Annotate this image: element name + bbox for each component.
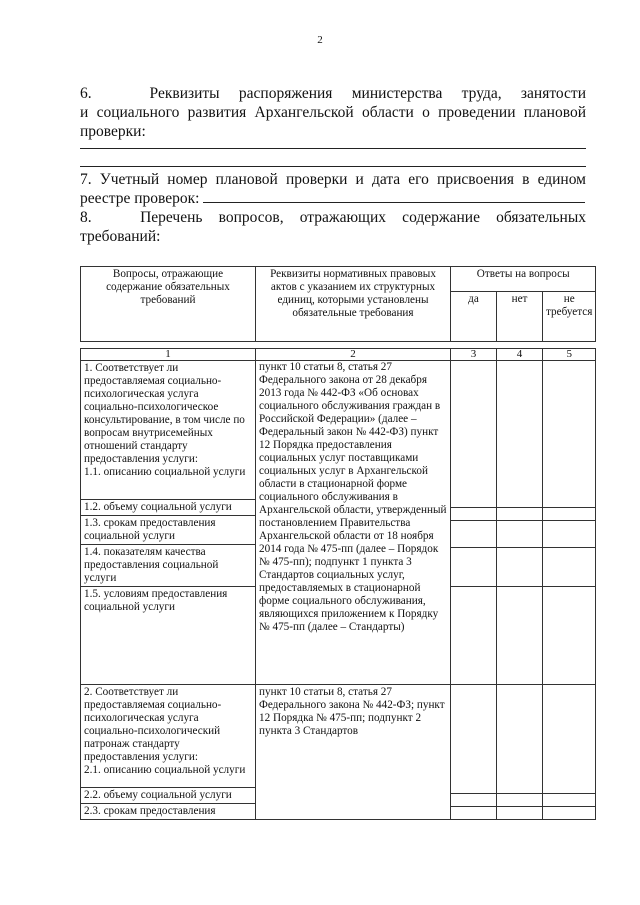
question-1-4: 1.4. показателям качества предоставления социальной услуги: [81, 545, 256, 587]
question-row-2: [81, 685, 596, 788]
question-2-1: 2.1. описанию социальной услуги: [84, 764, 246, 776]
section-8-line-1: 8. Перечень вопросов, отражающих содержание обязательных: [80, 209, 586, 226]
col-num-1: 1: [81, 349, 256, 361]
header-not-required: не требуется: [543, 292, 596, 342]
question-2-legal-refs: пункт 10 статьи 8, статья 27 Федерального закона № 442-ФЗ; пункт 12 Порядка № 475-пп; подпункт 2 пункта 3 Стандартов: [256, 685, 451, 820]
col-num-4: 4: [497, 349, 543, 361]
fill-line-7: [203, 190, 585, 203]
answer-2-no[interactable]: [497, 685, 543, 820]
answer-2-yes[interactable]: [451, 685, 497, 820]
section-8: [80, 208, 586, 246]
question-2-3: 2.3. срокам предоставления: [81, 804, 256, 820]
answer-1-not-required[interactable]: [543, 361, 596, 685]
section-6: [80, 84, 586, 141]
column-number-row: [81, 349, 596, 361]
question-1-main: 1. Соответствует ли предоставляемая социально-психологическая услуга социально-психологическое консультирование, в том числе по вопросам внутрисемейных отношений стандарту предоставления услуги: 1.1. описанию социальной услуги: [81, 361, 256, 500]
question-2-main: 2. Соответствует ли предоставляемая социально-психологическая услуга социально-психологический патронаж стандарту предоставления услуги: 2.1. описанию социальной услуги: [81, 685, 256, 788]
section-7: [80, 170, 586, 208]
fill-line-6a: [80, 148, 586, 149]
col-num-5: 5: [543, 349, 596, 361]
header-answers: Ответы на вопросы: [451, 267, 596, 292]
header-yes: да: [451, 292, 497, 342]
section-8-line-2: требований:: [80, 228, 161, 245]
requirements-table: [80, 266, 596, 820]
header-no: нет: [497, 292, 543, 342]
answer-1-yes[interactable]: [451, 361, 497, 685]
col-num-3: 3: [451, 349, 497, 361]
header-legal-refs: Реквизиты нормативных правовых актов с указанием их структурных единиц, которыми установлены обязательные требования: [256, 267, 451, 342]
header-questions: Вопросы, отражающие содержание обязательных требований: [81, 267, 256, 342]
section-6-line-1: 6. Реквизиты распоряжения министерства труда, занятости: [80, 85, 586, 102]
question-1-legal-refs: пункт 10 статьи 8, статья 27 Федерального закона от 28 декабря 2013 года № 442-ФЗ «Об основах социального обслуживания граждан в Российской Федерации» (далее – Федеральный закон № 442-ФЗ) пункт 12 Порядка предоставления социальных услуг поставщиками социальных услуг в Архангельской области в стационарной форме социального обслуживания в Архангельской области, утвержденный постановлением Правительства Архангельской области от 18 ноября 2014 года № 475-пп (далее – Порядок № 475-пп); подпункт 1 пункта 3 Стандартов социальных услуг, предоставляемых в стационарной форме социального обслуживания, являющихся приложением к Порядку № 475-пп (далее – Стандарты): [256, 361, 451, 685]
section-6-line-2: и социального развития Архангельской области о проведении плановой: [80, 104, 586, 121]
header-row: [81, 267, 596, 292]
question-1-5: 1.5. условиям предоставления социальной услуги: [81, 587, 256, 685]
answer-1-no[interactable]: [497, 361, 543, 685]
question-1-3: 1.3. срокам предоставления социальной услуги: [81, 516, 256, 545]
col-num-2: 2: [256, 349, 451, 361]
section-7-line-2: реестре проверок:: [80, 190, 200, 207]
answer-2-not-required[interactable]: [543, 685, 596, 820]
question-2-2: 2.2. объему социальной услуги: [81, 788, 256, 804]
section-7-line-1: 7. Учетный номер плановой проверки и дата его присвоения в едином: [80, 171, 586, 188]
question-1-1: 1.1. описанию социальной услуги: [84, 466, 246, 478]
question-row-1: [81, 361, 596, 500]
question-1-2: 1.2. объему социальной услуги: [81, 500, 256, 516]
fill-line-6b: [80, 166, 586, 167]
section-6-line-3: проверки:: [80, 123, 146, 140]
page-number: 2: [317, 34, 323, 46]
